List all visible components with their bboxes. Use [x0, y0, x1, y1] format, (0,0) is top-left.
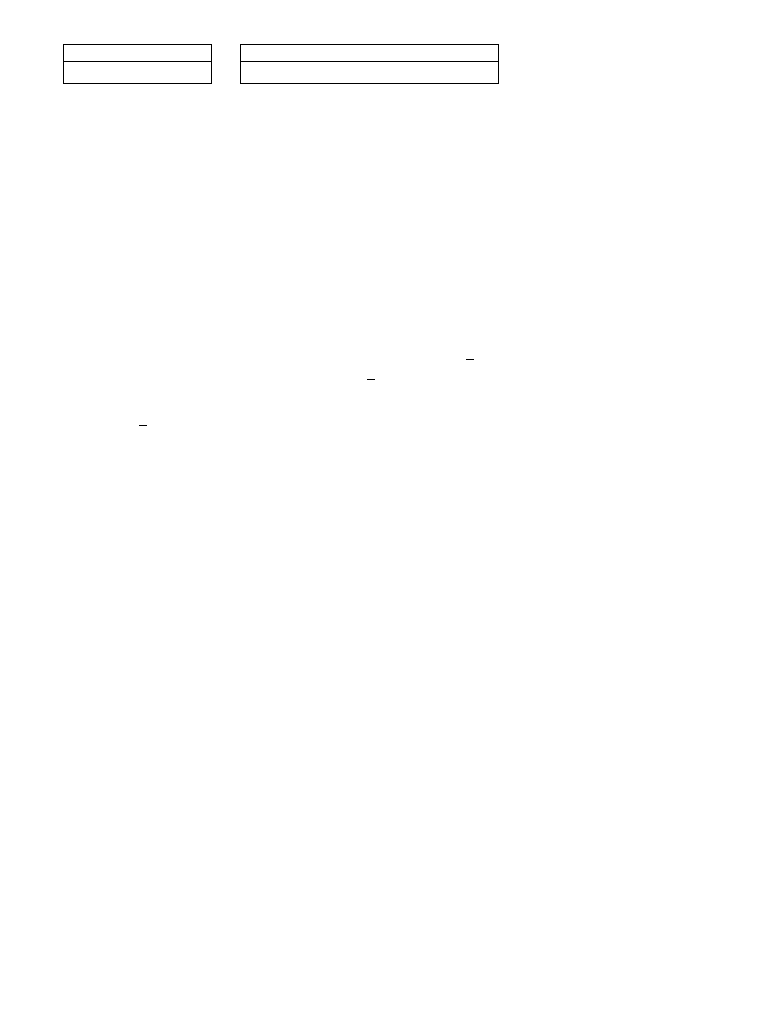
id-box-right-cells: [241, 62, 498, 83]
id-box-left-header: [64, 45, 211, 62]
id-box-left-cells: [64, 62, 211, 83]
blank-mark: [367, 379, 375, 380]
id-box-left: [63, 44, 212, 84]
blank-mark: [139, 425, 147, 426]
id-box-right: [240, 44, 499, 84]
blank-mark: [466, 359, 474, 360]
id-box-right-header: [241, 45, 498, 62]
